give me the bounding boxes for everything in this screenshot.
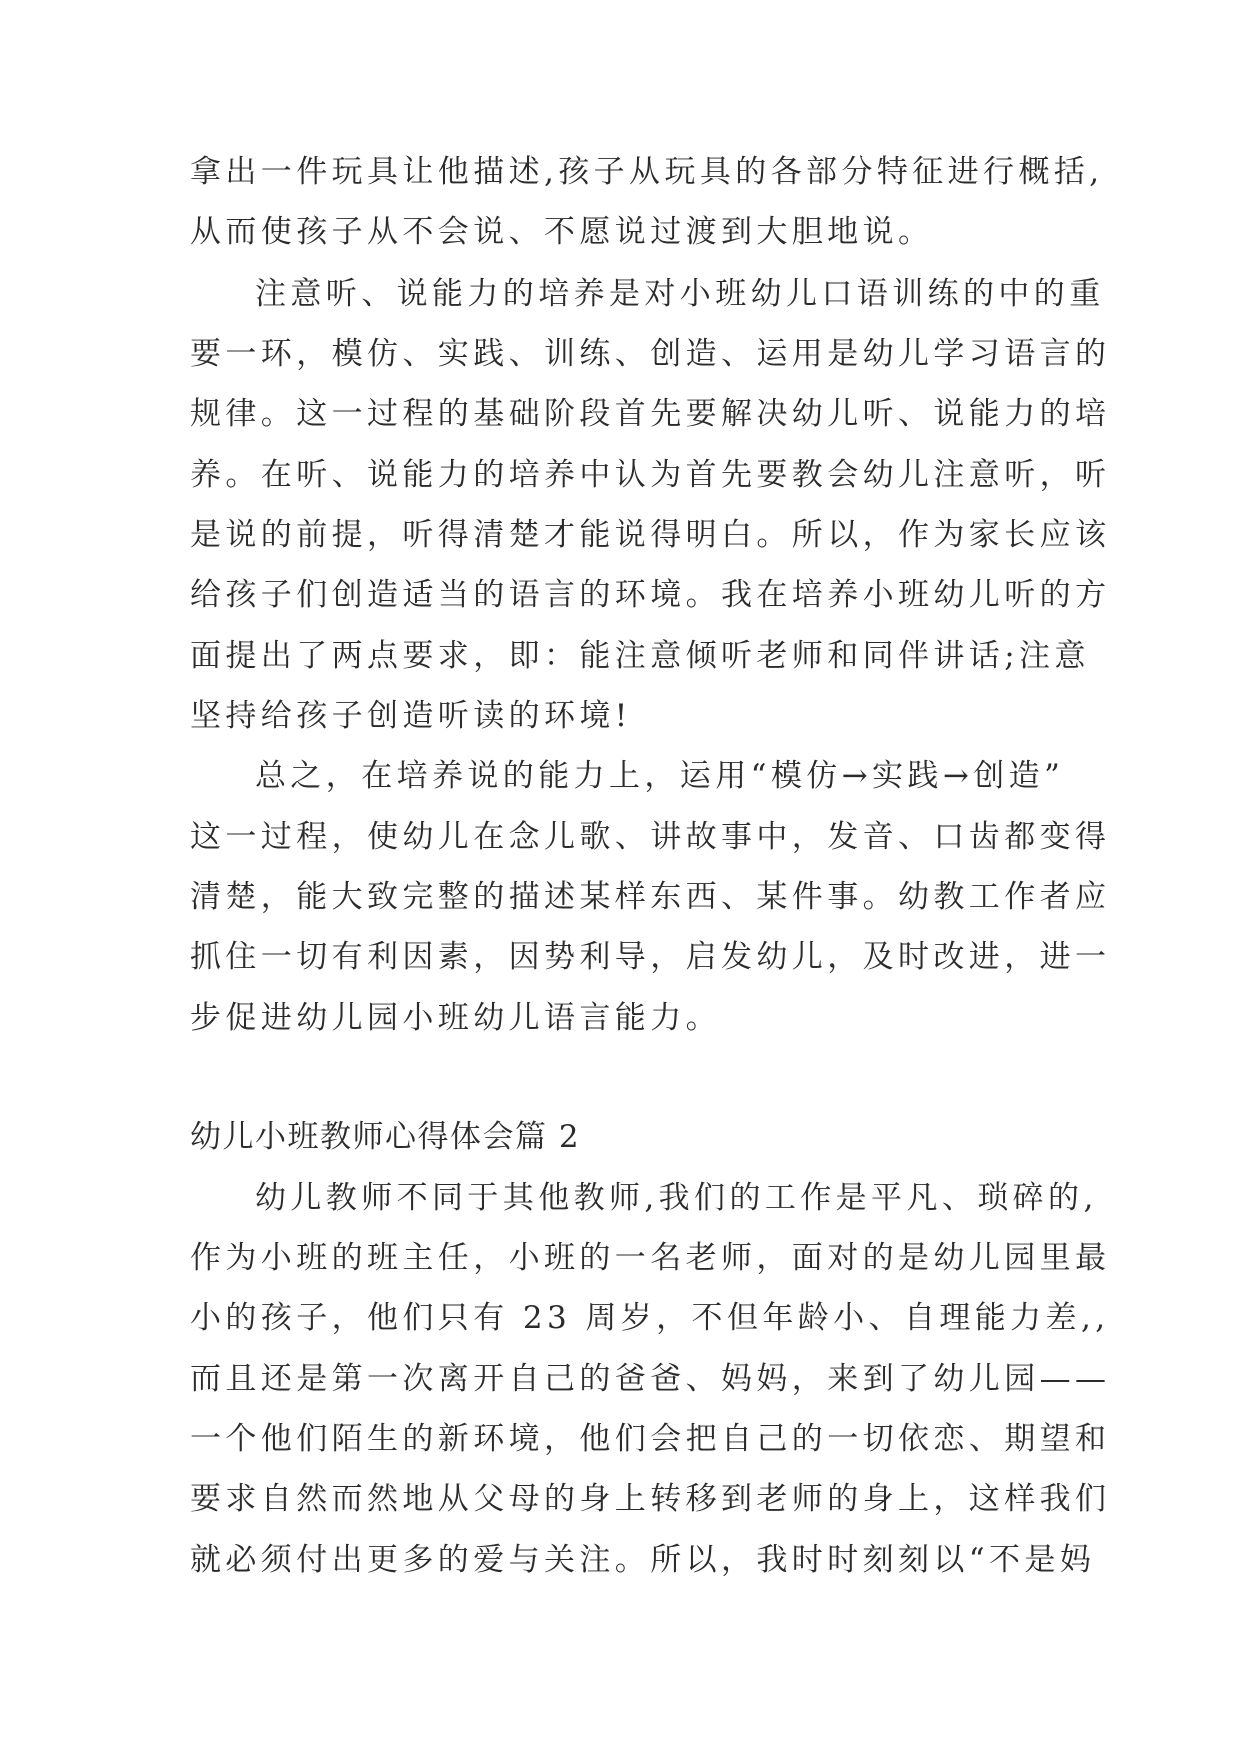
paragraph-line: 步促进幼儿园小班幼儿语言能力。 (190, 1000, 721, 1036)
paragraph-line: 面提出了两点要求，即：能注意倾听老师和同伴讲话;注意 (190, 638, 1090, 674)
paragraph-line: 小的孩子，他们只有 23 周岁，不但年龄小、自理能力差,, (190, 1300, 1110, 1336)
paragraph-line: 给孩子们创造适当的语言的环境。我在培养小班幼儿听的方 (190, 577, 1111, 613)
paragraph-line: 养。在听、说能力的培养中认为首先要教会幼儿注意听，听 (190, 457, 1111, 493)
paragraph-line: 就必须付出更多的爱与关注。所以，我时时刻刻以“不是妈 (190, 1542, 1096, 1578)
paragraph-line: 而且还是第一次离开自己的爸爸、妈妈，来到了幼儿园—— (190, 1361, 1111, 1397)
paragraph-line: 拿出一件玩具让他描述,孩子从玩具的各部分特征进行概括, (190, 154, 1104, 190)
paragraph-line: 这一过程，使幼儿在念儿歌、讲故事中，发音、口齿都变得 (190, 819, 1111, 855)
paragraph-line: 坚持给孩子创造听读的环境! (190, 698, 632, 734)
paragraph-line: 抓住一切有利因素，因势利导，启发幼儿，及时改进，进一 (190, 939, 1111, 975)
paragraph-line: 是说的前提，听得清楚才能说得明白。所以，作为家长应该 (190, 517, 1111, 553)
paragraph-line: 注意听、说能力的培养是对小班幼儿口语训练的中的重 (255, 276, 1105, 312)
paragraph-line: 幼儿教师不同于其他教师,我们的工作是平凡、琐碎的, (255, 1180, 1098, 1216)
paragraph-line: 总之，在培养说的能力上，运用“模仿→实践→创造” (255, 758, 1065, 794)
paragraph-line: 一个他们陌生的新环境，他们会把自己的一切依恋、期望和 (190, 1421, 1111, 1457)
paragraph-line: 作为小班的班主任，小班的一名老师，面对的是幼儿园里最 (190, 1240, 1111, 1276)
section-heading: 幼儿小班教师心得体会篇 2 (190, 1119, 581, 1155)
paragraph-line: 要一环，模仿、实践、训练、创造、运用是幼儿学习语言的 (190, 336, 1111, 372)
paragraph-line: 规律。这一过程的基础阶段首先要解决幼儿听、说能力的培 (190, 396, 1111, 432)
paragraph-line: 清楚，能大致完整的描述某样东西、某件事。幼教工作者应 (190, 879, 1111, 915)
paragraph-line: 要求自然而然地从父母的身上转移到老师的身上，这样我们 (190, 1481, 1111, 1517)
paragraph-line: 从而使孩子从不会说、不愿说过渡到大胆地说。 (190, 214, 934, 250)
